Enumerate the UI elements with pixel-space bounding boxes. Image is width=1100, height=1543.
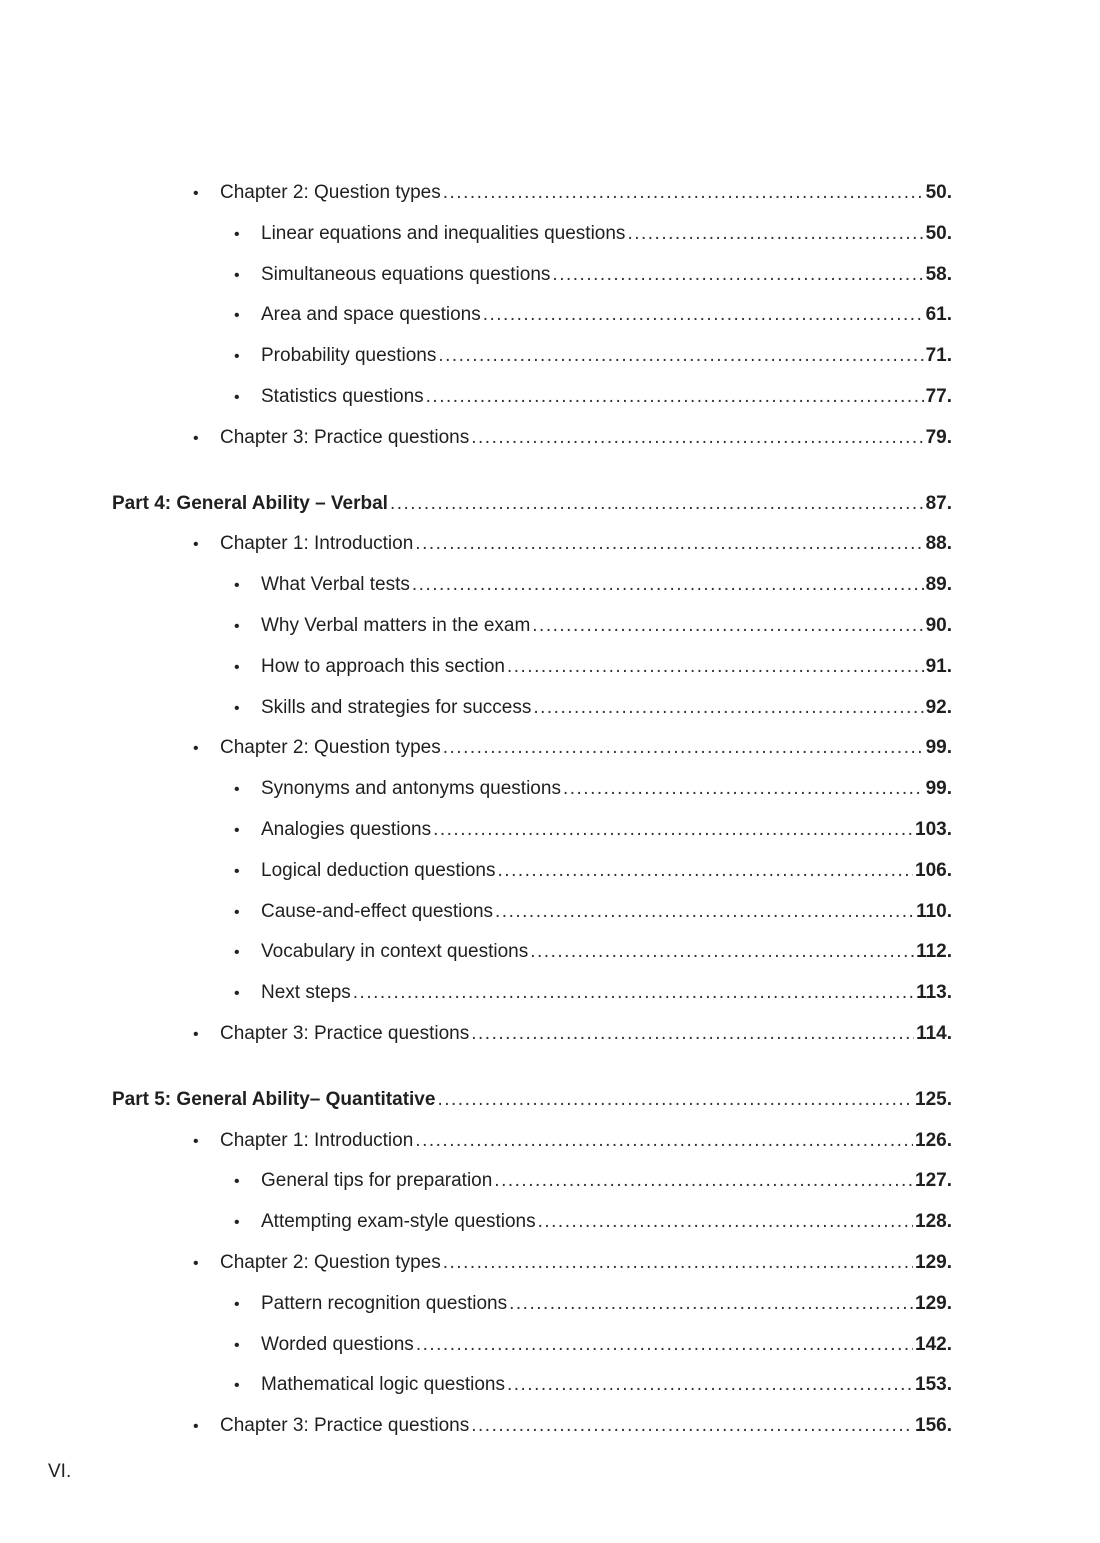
toc-page-number: 79. xyxy=(925,426,952,448)
toc-page-number: 92. xyxy=(925,696,952,718)
toc-page-number: 89. xyxy=(925,574,952,596)
toc-entry-title: Area and space questions xyxy=(261,304,481,326)
toc-entry-title: Vocabulary in context questions xyxy=(261,941,529,963)
toc-page-number: 126. xyxy=(915,1129,952,1151)
toc-entry-title: Statistics questions xyxy=(261,386,424,407)
toc-entry-title: Synonyms and antonyms questions xyxy=(261,778,561,800)
toc-page-number: 61. xyxy=(925,304,952,326)
toc-section[interactable] xyxy=(234,220,952,248)
bullet-icon: • xyxy=(234,822,240,839)
bullet-icon: • xyxy=(234,577,240,595)
dot-leader xyxy=(437,1086,913,1114)
dot-leader xyxy=(483,301,924,329)
toc-entry-title: Chapter 1: Introduction xyxy=(220,1129,414,1151)
dot-leader xyxy=(353,979,914,1007)
toc-page-number: 156. xyxy=(915,1415,952,1437)
dot-leader xyxy=(426,383,924,411)
toc-page-number: 153. xyxy=(915,1374,952,1396)
toc-entry-title: Chapter 3: Practice questions xyxy=(220,1023,470,1044)
toc-page-number: 77. xyxy=(925,386,952,407)
toc-section[interactable] xyxy=(234,1331,952,1359)
toc-section[interactable] xyxy=(234,342,952,370)
toc-entry-title: Part 4: General Ability – Verbal xyxy=(112,492,388,514)
dot-leader xyxy=(627,220,923,248)
bullet-icon: • xyxy=(234,903,240,921)
toc-part[interactable] xyxy=(112,490,952,518)
toc-chapter[interactable] xyxy=(193,734,952,762)
toc-entry-title: Analogies questions xyxy=(261,819,432,840)
toc-chapter[interactable] xyxy=(193,424,952,452)
toc-entry-title: Skills and strategies for success xyxy=(261,696,532,718)
toc-entry-title: Pattern recognition questions xyxy=(261,1292,508,1314)
toc-entry-title: Probability questions xyxy=(261,345,437,367)
bullet-icon: • xyxy=(234,944,240,962)
dot-leader xyxy=(471,1020,914,1048)
toc-page-number: 142. xyxy=(915,1333,952,1355)
toc-page-number: 103. xyxy=(915,819,952,840)
bullet-icon: • xyxy=(234,618,240,635)
toc-entry-title: Linear equations and inequalities questions xyxy=(261,222,626,244)
toc-page-number: 99. xyxy=(925,778,952,800)
toc-section[interactable] xyxy=(234,1208,952,1236)
toc-entry-title: Simultaneous equations questions xyxy=(261,263,551,285)
toc-page-number: 106. xyxy=(915,859,952,881)
toc-page-number: 99. xyxy=(925,737,952,759)
toc-section[interactable] xyxy=(234,857,952,885)
toc-section[interactable] xyxy=(234,301,952,329)
page-number: VI. xyxy=(48,1461,72,1482)
toc-page-number: 129. xyxy=(915,1292,952,1314)
bullet-icon: • xyxy=(193,185,199,202)
bullet-icon: • xyxy=(234,266,240,284)
toc-section[interactable] xyxy=(234,383,952,411)
toc-entry-title: Chapter 3: Practice questions xyxy=(220,1415,470,1437)
dot-leader xyxy=(390,490,924,518)
dot-leader xyxy=(471,1412,913,1440)
toc-section[interactable] xyxy=(234,653,952,681)
toc-page-number: 125. xyxy=(915,1088,952,1110)
toc-entry-title: Mathematical logic questions xyxy=(261,1374,505,1396)
toc-page-number: 114. xyxy=(916,1023,952,1044)
bullet-icon: • xyxy=(234,862,240,880)
toc-page-number: 113. xyxy=(916,982,952,1004)
toc-section[interactable] xyxy=(234,816,952,844)
dot-leader xyxy=(507,1371,913,1399)
toc-chapter[interactable] xyxy=(193,179,952,207)
toc-entry-title: What Verbal tests xyxy=(261,574,410,596)
bullet-icon: • xyxy=(193,1026,199,1043)
bullet-icon: • xyxy=(234,348,240,366)
bullet-icon: • xyxy=(234,1173,240,1191)
toc-page-number: 110. xyxy=(916,900,952,922)
dot-leader xyxy=(530,938,914,966)
toc-chapter[interactable] xyxy=(193,1127,952,1155)
toc-entry-title: Cause-and-effect questions xyxy=(261,900,494,922)
toc-chapter[interactable] xyxy=(193,1412,952,1440)
dot-leader xyxy=(443,1249,913,1277)
toc-entry-title: Attempting exam-style questions xyxy=(261,1211,536,1233)
bullet-icon: • xyxy=(234,1214,240,1232)
toc-section[interactable] xyxy=(234,612,952,640)
dot-leader xyxy=(495,898,914,926)
toc-section[interactable] xyxy=(234,261,952,289)
toc-entry-title: Why Verbal matters in the exam xyxy=(261,615,531,636)
toc-page-number: 91. xyxy=(925,655,952,677)
bullet-icon: • xyxy=(234,781,240,799)
toc-page-number: 58. xyxy=(925,263,952,285)
toc-page-number: 129. xyxy=(915,1252,952,1273)
dot-leader xyxy=(552,261,923,289)
toc-chapter[interactable] xyxy=(193,1020,952,1048)
bullet-icon: • xyxy=(193,1418,199,1436)
dot-leader xyxy=(443,179,924,207)
toc-entry-title: Chapter 2: Question types xyxy=(220,737,441,759)
toc-entry-title: Next steps xyxy=(261,982,351,1004)
dot-leader xyxy=(533,694,923,722)
bullet-icon: • xyxy=(234,1377,240,1395)
bullet-icon: • xyxy=(234,389,240,406)
dot-leader xyxy=(532,612,923,640)
toc-section[interactable] xyxy=(234,571,952,599)
toc-entry-title: Chapter 2: Question types xyxy=(220,1252,441,1273)
dot-leader xyxy=(538,1208,913,1236)
bullet-icon: • xyxy=(193,1132,199,1150)
bullet-icon: • xyxy=(193,536,199,554)
toc-part[interactable] xyxy=(112,1086,952,1114)
dot-leader xyxy=(415,1127,913,1155)
bullet-icon: • xyxy=(193,740,199,758)
dot-leader xyxy=(412,571,924,599)
toc-entry-title: Chapter 3: Practice questions xyxy=(220,426,470,448)
toc-chapter[interactable] xyxy=(193,530,952,558)
dot-leader xyxy=(494,1167,913,1195)
dot-leader xyxy=(415,530,923,558)
toc-page-number: 128. xyxy=(915,1211,952,1233)
dot-leader xyxy=(433,816,913,844)
dot-leader xyxy=(438,342,923,370)
toc-entry-title: How to approach this section xyxy=(261,655,505,677)
dot-leader xyxy=(507,653,924,681)
toc-section[interactable] xyxy=(234,938,952,966)
toc-section[interactable] xyxy=(234,1290,952,1318)
bullet-icon: • xyxy=(234,699,240,717)
toc-page-number: 50. xyxy=(925,182,952,203)
toc-page-number: 127. xyxy=(915,1170,952,1192)
toc-section[interactable] xyxy=(234,1371,952,1399)
toc-section[interactable] xyxy=(234,1167,952,1195)
dot-leader xyxy=(443,734,924,762)
toc-entry-title: Chapter 1: Introduction xyxy=(220,533,414,555)
toc-page-number: 90. xyxy=(925,615,952,636)
bullet-icon: • xyxy=(234,985,240,1003)
toc-entry-title: General tips for preparation xyxy=(261,1170,493,1192)
bullet-icon: • xyxy=(234,307,240,325)
toc-page-number: 112. xyxy=(916,941,952,963)
bullet-icon: • xyxy=(234,658,240,676)
toc-entry-title: Part 5: General Ability– Quantitative xyxy=(112,1088,436,1110)
toc-page-number: 88. xyxy=(925,533,952,555)
toc-section[interactable] xyxy=(234,898,952,926)
toc-chapter[interactable] xyxy=(193,1249,952,1277)
bullet-icon: • xyxy=(234,225,240,243)
dot-leader xyxy=(509,1290,913,1318)
toc-entry-title: Chapter 2: Question types xyxy=(220,182,441,203)
dot-leader xyxy=(498,857,914,885)
bullet-icon: • xyxy=(234,1295,240,1313)
toc-page-number: 87. xyxy=(925,492,952,514)
dot-leader xyxy=(416,1331,913,1359)
dot-leader xyxy=(471,424,923,452)
bullet-icon: • xyxy=(193,429,199,447)
toc-section[interactable] xyxy=(234,694,952,722)
toc-page-number: 50. xyxy=(925,222,952,244)
bullet-icon: • xyxy=(234,1336,240,1354)
dot-leader xyxy=(563,775,924,803)
toc-page-number: 71. xyxy=(925,345,952,367)
toc-section[interactable] xyxy=(234,775,952,803)
toc-section[interactable] xyxy=(234,979,952,1007)
toc-entry-title: Worded questions xyxy=(261,1333,414,1355)
bullet-icon: • xyxy=(193,1255,199,1272)
toc-entry-title: Logical deduction questions xyxy=(261,859,496,881)
